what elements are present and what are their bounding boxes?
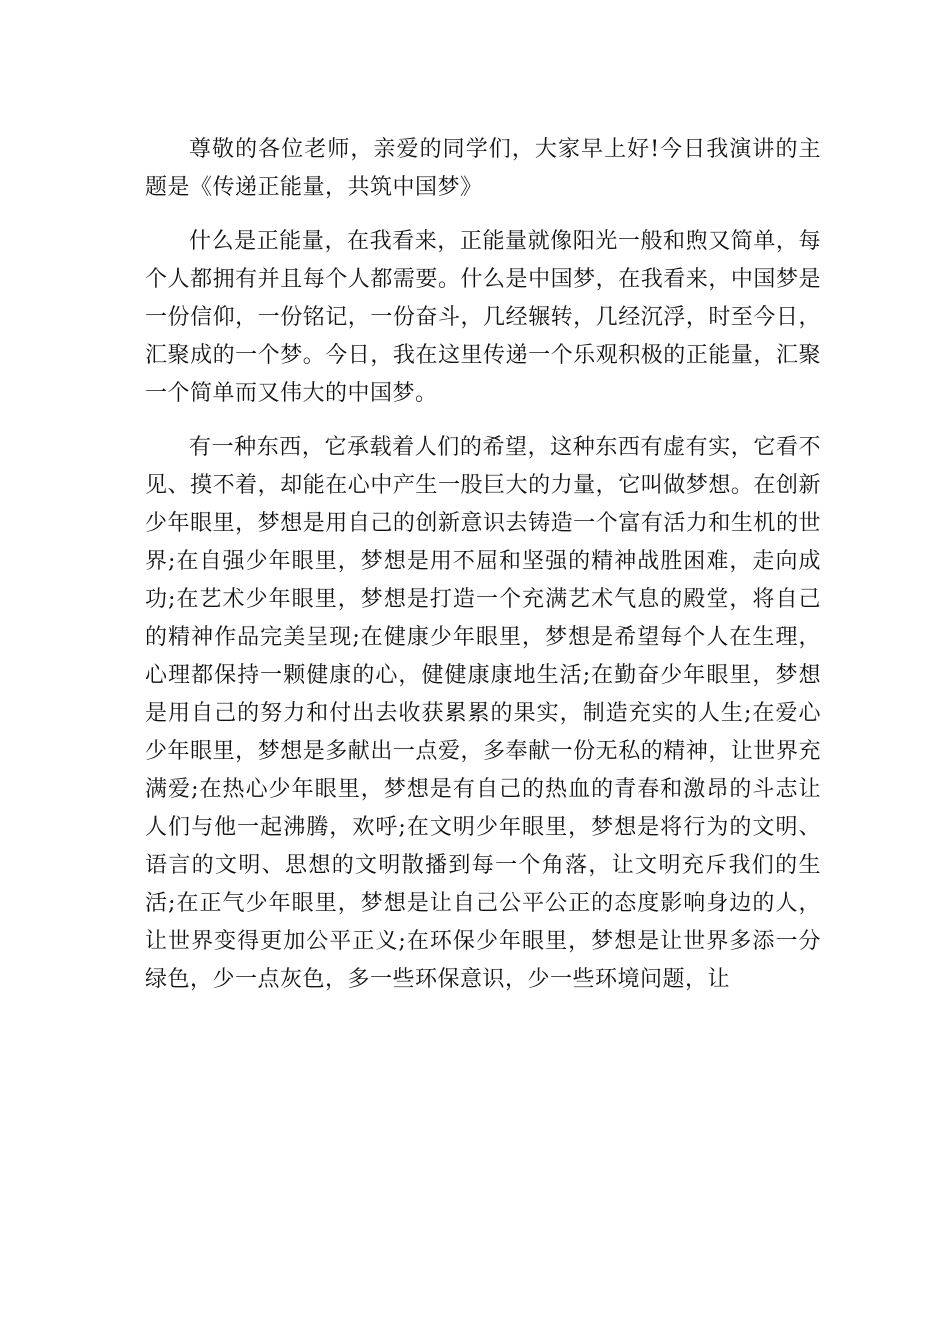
document-body [145,131,821,1015]
paragraph-3: 有一种东西，它承载着人们的希望，这种东西有虚有实，它看不见、摸不着，却能在心中产生一股巨大的力量，它叫做梦想。在创新少年眼里，梦想是用自己的创新意识去铸造一个富有活力和生机的世界;在自强少年眼里，梦想是用不屈和坚强的精神战胜困难，走向成功;在艺术少年眼里，梦想是打造一个充满艺术气息的殿堂，将自己的精神作品完美呈现;在健康少年眼里，梦想是希望每个人在生理，心理都保持一颗健康的心，健健康康地生活;在勤奋少年眼里，梦想是用自己的努力和付出去收获累累的果实，制造充实的人生;在爱心少年眼里，梦想是多献出一点爱，多奉献一份无私的精神，让世界充满爱;在热心少年眼里，梦想是有自己的热血的青春和激昂的斗志让人们与他一起沸腾，欢呼;在文明少年眼里，梦想是将行为的文明、语言的文明、思想的文明散播到每一个角落，让文明充斥我们的生活;在正气少年眼里，梦想是让自己公平公正的态度影响身边的人，让世界变得更加公平正义;在环保少年眼里，梦想是让世界多添一分绿色，少一点灰色，多一些环保意识，少一些环境问题，让 [145,435,821,992]
paragraph-1: 尊敬的各位老师，亲爱的同学们，大家早上好!今日我演讲的主题是《传递正能量，共筑中国梦》 [145,137,821,200]
paragraph-2: 什么是正能量，在我看来，正能量就像阳光一般和煦又简单，每个人都拥有并且每个人都需要。什么是中国梦，在我看来，中国梦是一份信仰，一份铭记，一份奋斗，几经辗转，几经沉浮，时至今日，汇聚成的一个梦。今日，我在这里传递一个乐观积极的正能量，汇聚一个简单而又伟大的中国梦。 [145,229,821,406]
